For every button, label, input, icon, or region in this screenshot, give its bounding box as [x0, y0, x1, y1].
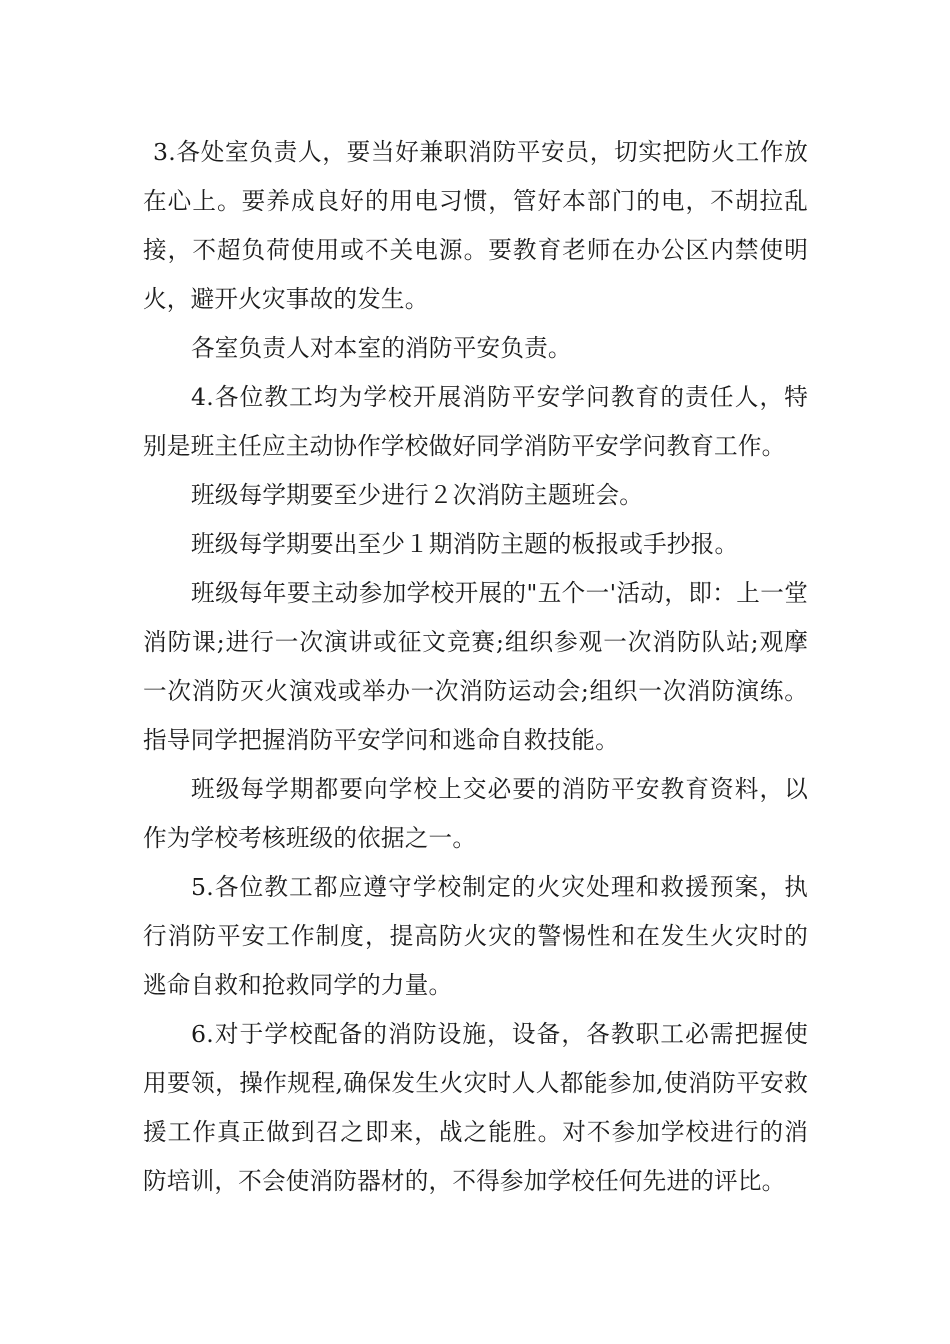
paragraph-item-3: 3.各处室负责人，要当好兼职消防平安员，切实把防火工作放在心上。要养成良好的用电习惯，管好本部门的电，不胡拉乱接，不超负荷使用或不关电源。要教育老师在办公区内禁使明火，避开火灾事故的发生。	[143, 138, 808, 313]
paragraph-blackboard-newspaper: 班级每学期要出至少１期消防主题的板报或手抄报。	[191, 530, 739, 558]
paragraph-item-5: 5.各位教工都应遵守学校制定的火灾处理和救援预案，执行消防平安工作制度，提高防火灾的警惕性和在发生火灾时的逃命自救和抢救同学的力量。	[143, 873, 808, 999]
paragraph-item-4: 4.各位教工均为学校开展消防平安学问教育的责任人，特别是班主任应主动协作学校做好同学消防平安学问教育工作。	[143, 383, 808, 460]
paragraph-item-6: 6.对于学校配备的消防设施，设备，各教职工必需把握使用要领，操作规程,确保发生火灾时人人都能参加,使消防平安救援工作真正做到召之即来，战之能胜。对不参加学校进行的消防培训，不会使消防器材的，不得参加学校任何先进的评比。	[143, 1020, 808, 1195]
paragraph-class-meetings: 班级每学期要至少进行２次消防主题班会。	[191, 481, 644, 509]
paragraph-five-ones-activities: 班级每年要主动参加学校开展的"五个一'活动，即：上一堂消防课;进行一次演讲或征文竞赛;组织参观一次消防队站;观摩一次消防灭火演戏或举办一次消防运动会;组织一次消防演练。指导同学把握消防平安学问和逃命自救技能。	[143, 579, 808, 754]
document-body	[143, 128, 808, 1206]
paragraph-room-responsibility: 各室负责人对本室的消防平安负责。	[191, 334, 572, 362]
paragraph-education-materials: 班级每学期都要向学校上交必要的消防平安教育资料，以作为学校考核班级的依据之一。	[143, 775, 808, 852]
